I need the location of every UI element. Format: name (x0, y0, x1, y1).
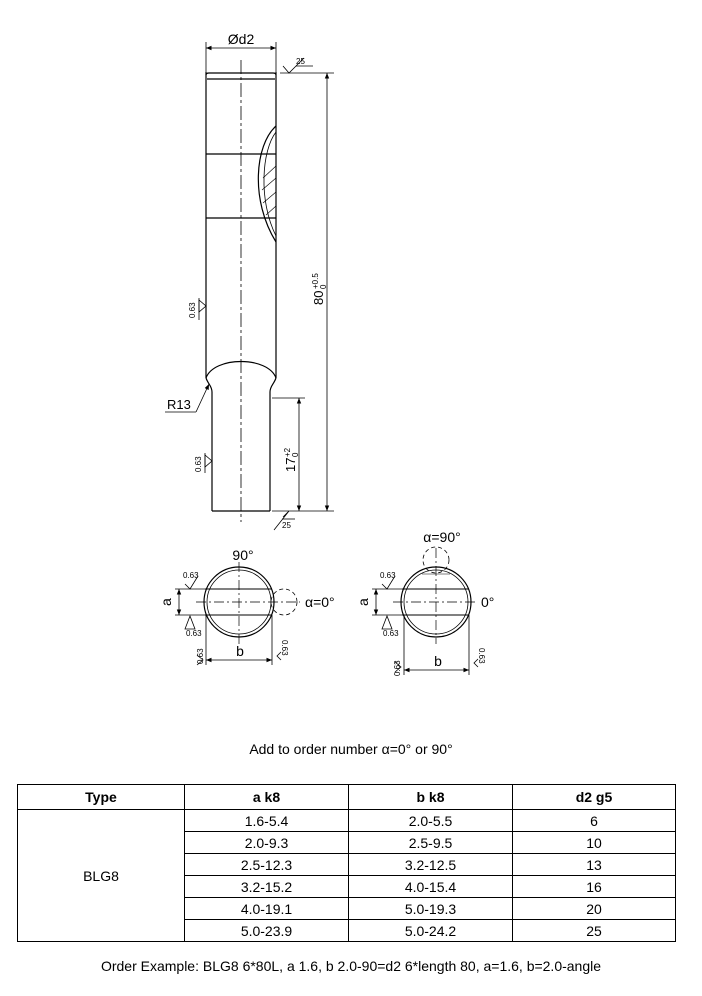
tail-length-label: 17 (283, 457, 298, 472)
diameter-label: Ød2 (227, 31, 255, 47)
view1-roughness-4: 0.63 (280, 640, 289, 656)
cell-d2: 10 (513, 832, 676, 854)
roughness-symbol-shaft (199, 298, 206, 320)
cell-b: 5.0-19.3 (349, 898, 513, 920)
header-type: Type (18, 785, 185, 810)
tail-tol-upper: +2 (283, 447, 292, 457)
table-header-row (18, 785, 676, 810)
cell-b: 3.2-12.5 (349, 854, 513, 876)
roughness-top-label: 25 (296, 57, 305, 66)
length-tol-lower: 0 (319, 284, 328, 289)
view1-roughness-2: 0.63 (186, 629, 202, 638)
view1-angle-top: 90° (232, 547, 254, 563)
view1-dim-b: b (236, 643, 244, 659)
roughness-symbol-tail (205, 453, 212, 473)
view2-dim-b: b (434, 653, 442, 669)
length-tol-upper: +0.5 (311, 273, 320, 289)
view2-roughness-3: 0.63 (393, 660, 402, 676)
view2-roughness-1: 0.63 (380, 571, 396, 580)
cell-d2: 20 (513, 898, 676, 920)
view1-roughness-3: 0.63 (196, 648, 205, 664)
header-d2: d2 g5 (513, 785, 676, 810)
tail-tol-lower: 0 (291, 452, 300, 457)
view2-dim-a: a (355, 598, 371, 606)
cell-b: 2.5-9.5 (349, 832, 513, 854)
roughness-shaft-label: 0.63 (188, 302, 197, 318)
radius-label: R13 (167, 397, 191, 412)
view1-angle-side: α=0° (305, 594, 335, 610)
type-cell: BLG8 (18, 810, 185, 942)
table-row (18, 810, 676, 832)
cell-a: 4.0-19.1 (185, 898, 349, 920)
order-note: Add to order number α=0° or 90° (249, 741, 453, 757)
cell-b: 2.0-5.5 (349, 810, 513, 832)
roughness-tail-label: 0.63 (194, 456, 203, 472)
cell-d2: 13 (513, 854, 676, 876)
cell-a: 2.5-12.3 (185, 854, 349, 876)
view2-roughness-4: 0.63 (477, 648, 486, 664)
roughness-bottom-label: 25 (282, 521, 291, 530)
cell-a: 3.2-15.2 (185, 876, 349, 898)
spec-table (17, 784, 676, 942)
view2-roughness-2: 0.63 (383, 629, 399, 638)
section-view-90deg (372, 547, 478, 675)
cell-b: 5.0-24.2 (349, 920, 513, 942)
view2-angle-side: 0° (481, 594, 495, 610)
cell-d2: 25 (513, 920, 676, 942)
view1-roughness-1: 0.63 (183, 571, 199, 580)
cell-a: 1.6-5.4 (185, 810, 349, 832)
header-b: b k8 (349, 785, 513, 810)
view2-angle-top: α=90° (423, 529, 461, 545)
order-example: Order Example: BLG8 6*80L, a 1.6, b 2.0-90=d2 6*length 80, a=1.6, b=2.0-angle (100, 958, 602, 974)
header-a: a k8 (185, 785, 349, 810)
cell-d2: 16 (513, 876, 676, 898)
cell-a: 2.0-9.3 (185, 832, 349, 854)
view1-dim-a: a (158, 598, 174, 606)
length-label: 80 (311, 290, 326, 305)
cell-d2: 6 (513, 810, 676, 832)
cell-b: 4.0-15.4 (349, 876, 513, 898)
cell-a: 5.0-23.9 (185, 920, 349, 942)
